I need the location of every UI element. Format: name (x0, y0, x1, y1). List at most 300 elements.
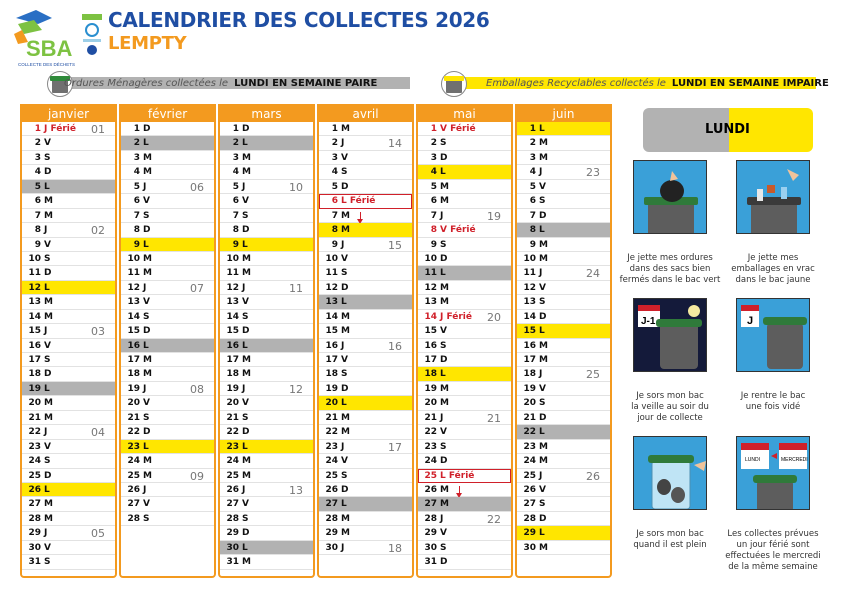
day-number: 18 (28, 369, 41, 380)
day-letter: L (341, 297, 347, 308)
week-number: 14 (388, 137, 402, 151)
day-number: 18 (226, 369, 239, 380)
day-row (121, 469, 214, 483)
day-number: 7 (331, 210, 338, 221)
day-letter: D (242, 225, 250, 236)
day-row (121, 353, 214, 367)
calendar-tag-j-1: J-1 (641, 316, 656, 327)
day-row (319, 209, 412, 223)
day-letter: L (242, 138, 248, 149)
day-number: 16 (127, 340, 140, 351)
day-row (121, 339, 214, 353)
day-letter: M (341, 311, 350, 322)
day-letter: L (242, 542, 248, 553)
day-row (517, 339, 610, 353)
day-letter: M (440, 398, 449, 409)
day-row (319, 295, 412, 309)
day-letter: D (539, 210, 547, 221)
month-février (119, 104, 216, 578)
day-letter: D (341, 282, 349, 293)
day-letter: S (440, 340, 447, 351)
day-letter: M (440, 499, 449, 510)
day-letter: M (341, 513, 350, 524)
day-number: 23 (325, 441, 338, 452)
day-letter: M (341, 412, 350, 423)
day-number: 26 (127, 484, 140, 495)
month-header: avril (319, 106, 412, 122)
svg-text:MERCREDI: MERCREDI (781, 457, 808, 463)
day-letter: J Férié (44, 124, 76, 134)
day-number: 20 (325, 398, 338, 409)
day-row (319, 165, 412, 179)
week-number: 25 (586, 368, 600, 382)
day-letter: J (44, 528, 48, 539)
day-letter: M (44, 499, 53, 510)
day-letter: M (341, 326, 350, 337)
day-row (517, 497, 610, 511)
day-row (517, 454, 610, 468)
day-row (319, 454, 412, 468)
day-row (517, 165, 610, 179)
day-row (418, 295, 511, 309)
day-letter: S (44, 152, 51, 163)
legend-emballages-day: LUNDI EN SEMAINE IMPAIRE (671, 77, 829, 89)
day-letter: J Férié (440, 311, 472, 322)
day-number: 16 (523, 340, 536, 351)
day-number: 13 (325, 297, 338, 308)
day-row (220, 136, 313, 150)
day-row (220, 353, 313, 367)
day-letter: M (539, 138, 548, 149)
day-number: 4 (34, 167, 41, 178)
day-number: 12 (28, 282, 41, 293)
day-letter: M (143, 456, 152, 467)
day-row (418, 411, 511, 425)
day-letter: J (440, 513, 444, 524)
day-row (319, 339, 412, 353)
day-letter: V (539, 282, 546, 293)
day-number: 1 (529, 124, 536, 134)
day-letter: D (242, 528, 250, 539)
day-letter: M (143, 152, 152, 163)
day-number: 5 (331, 181, 338, 192)
day-row (121, 180, 214, 194)
day-number: 11 (28, 268, 41, 279)
day-number: 13 (424, 297, 437, 308)
page-title: CALENDRIER DES COLLECTES 2026 (108, 8, 490, 32)
day-row (319, 367, 412, 381)
day-number: 22 (424, 427, 437, 438)
day-row (22, 122, 115, 136)
day-number: 4 (331, 167, 338, 178)
day-row (319, 122, 412, 136)
day-letter: V (539, 484, 546, 495)
day-letter: V (440, 528, 447, 539)
day-number: 2 (529, 138, 536, 149)
day-letter: S (44, 355, 51, 365)
day-row (319, 440, 412, 454)
day-row (418, 353, 511, 367)
day-row (418, 310, 511, 324)
day-letter: S (143, 311, 150, 322)
day-number: 25 (325, 470, 338, 481)
day-letter: J (242, 484, 246, 495)
day-row (220, 151, 313, 165)
week-number: 21 (487, 411, 501, 425)
day-number: 8 (331, 225, 338, 236)
day-number: 15 (325, 326, 338, 337)
day-number: 16 (226, 340, 239, 351)
day-row (319, 136, 412, 150)
day-letter: J (440, 412, 444, 423)
day-number: 7 (529, 210, 536, 221)
day-letter: M (440, 484, 449, 495)
day-number: 23 (127, 441, 140, 452)
day-letter: S (341, 167, 348, 178)
day-number: 27 (226, 499, 239, 510)
day-row (220, 194, 313, 208)
day-letter: M (143, 369, 152, 380)
day-number: 31 (28, 557, 41, 568)
day-row (121, 382, 214, 396)
week-number: 16 (388, 339, 402, 353)
day-letter: L (440, 167, 446, 178)
day-row (22, 165, 115, 179)
day-letter: J (539, 470, 543, 481)
day-number: 31 (424, 557, 437, 568)
day-row (418, 281, 511, 295)
day-letter: M (143, 253, 152, 264)
day-row (220, 266, 313, 280)
day-number: 28 (226, 513, 239, 524)
day-number: 8 (529, 225, 536, 236)
day-row (517, 324, 610, 338)
day-number: 18 (424, 369, 437, 380)
week-number: 05 (91, 527, 105, 541)
day-number: 27 (127, 499, 140, 510)
day-letter: J (44, 427, 48, 438)
week-number: 06 (190, 180, 204, 194)
day-row (121, 411, 214, 425)
week-number: 17 (388, 440, 402, 454)
day-number: 17 (226, 355, 239, 365)
day-row (319, 266, 412, 280)
day-row (220, 469, 313, 483)
day-row (319, 483, 412, 497)
day-number: 25 (523, 470, 536, 481)
day-letter: M (539, 340, 548, 351)
day-letter: S (242, 513, 249, 524)
day-letter: M (44, 311, 53, 322)
day-letter: D (341, 383, 349, 394)
day-row (517, 526, 610, 540)
day-row (220, 440, 313, 454)
svg-text:LUNDI: LUNDI (745, 457, 761, 463)
day-row (418, 483, 511, 497)
day-letter: V (440, 427, 447, 438)
day-row (22, 483, 115, 497)
day-letter: V (341, 152, 348, 163)
day-number: 19 (28, 383, 41, 394)
day-letter: L (440, 268, 446, 279)
day-row (418, 151, 511, 165)
day-number: 9 (331, 239, 338, 250)
day-number: 26 (523, 484, 536, 495)
day-number: 23 (523, 441, 536, 452)
day-letter: D (143, 326, 151, 337)
month-mars (218, 104, 315, 578)
day-number: 3 (529, 152, 536, 163)
day-number: 1 (232, 124, 239, 134)
day-letter: J (539, 369, 543, 380)
day-row (319, 396, 412, 410)
day-letter: S (539, 297, 546, 308)
day-number: 10 (424, 253, 437, 264)
day-number: 17 (523, 355, 536, 365)
week-number: 24 (586, 267, 600, 281)
day-row (319, 238, 412, 252)
day-row (220, 209, 313, 223)
day-row (22, 541, 115, 555)
day-letter: J (341, 441, 345, 452)
day-row (220, 252, 313, 266)
day-letter: D (242, 427, 250, 438)
sba-logo (12, 8, 76, 68)
day-row (220, 483, 313, 497)
day-number: 2 (133, 138, 140, 149)
day-number: 9 (430, 239, 437, 250)
week-number: 01 (91, 123, 105, 136)
day-row (517, 295, 610, 309)
day-number: 11 (424, 268, 437, 279)
day-row (319, 469, 412, 483)
week-number: 04 (91, 426, 105, 440)
day-number: 12 (127, 282, 140, 293)
day-number: 15 (226, 326, 239, 337)
day-letter: V Férié (440, 225, 476, 236)
day-row (22, 411, 115, 425)
day-row (220, 526, 313, 540)
day-row (418, 165, 511, 179)
day-row (418, 454, 511, 468)
day-number: 9 (34, 239, 41, 250)
partner-logos (80, 12, 104, 58)
day-number: 8 (133, 225, 140, 236)
day-number: 8 (430, 225, 437, 236)
day-row (418, 396, 511, 410)
month-header: mars (220, 106, 313, 122)
day-number: 29 (28, 528, 41, 539)
month-juin (515, 104, 612, 578)
day-letter: D (44, 167, 52, 178)
day-row (121, 396, 214, 410)
day-row (22, 136, 115, 150)
day-letter: S (242, 412, 249, 423)
day-number: 16 (28, 340, 41, 351)
day-row (517, 151, 610, 165)
month-header: février (121, 106, 214, 122)
day-row (418, 223, 511, 237)
day-letter: V (341, 355, 348, 365)
week-number: 19 (487, 209, 501, 223)
day-letter: J (242, 282, 246, 293)
day-letter: D (539, 513, 547, 524)
day-number: 14 (28, 311, 41, 322)
day-letter: M (242, 152, 251, 163)
panel-4-caption: Je rentre le bac une fois vidé (740, 391, 806, 412)
day-row (517, 396, 610, 410)
day-row (517, 281, 610, 295)
day-letter: L (143, 340, 149, 351)
day-letter: J (242, 383, 246, 394)
day-letter: M (242, 470, 251, 481)
day-number: 15 (424, 326, 437, 337)
day-letter: M (242, 456, 251, 467)
day-letter: L (143, 138, 149, 149)
day-letter: M (539, 355, 548, 365)
month-header: janvier (22, 106, 115, 122)
day-row (22, 367, 115, 381)
day-row (121, 425, 214, 439)
day-number: 20 (226, 398, 239, 409)
day-row (22, 310, 115, 324)
day-letter: S (341, 470, 348, 481)
week-number: 13 (289, 483, 303, 497)
day-row (220, 180, 313, 194)
day-number: 3 (133, 152, 140, 163)
week-number: 08 (190, 382, 204, 396)
day-number: 21 (28, 412, 41, 423)
day-row (319, 310, 412, 324)
day-letter: S (539, 499, 546, 510)
day-row (517, 310, 610, 324)
day-number: 11 (127, 268, 140, 279)
day-row (220, 382, 313, 396)
day-row (121, 310, 214, 324)
day-letter: L (341, 398, 347, 409)
day-number: 28 (424, 513, 437, 524)
day-number: 15 (28, 326, 41, 337)
day-number: 10 (28, 253, 41, 264)
day-row (418, 324, 511, 338)
day-row (22, 440, 115, 454)
day-letter: D (341, 181, 349, 192)
day-row (121, 194, 214, 208)
day-letter: D (242, 124, 250, 134)
day-number: 14 (127, 311, 140, 322)
day-letter: D (143, 225, 151, 236)
day-letter: M (143, 470, 152, 481)
day-letter: J (143, 484, 147, 495)
day-number: 30 (523, 542, 536, 553)
day-letter: V (242, 297, 249, 308)
day-row (319, 281, 412, 295)
day-row (517, 353, 610, 367)
day-row (220, 367, 313, 381)
day-number: 29 (325, 528, 338, 539)
day-row (220, 425, 313, 439)
day-number: 31 (226, 557, 239, 568)
day-letter: S (44, 557, 51, 568)
day-number: 25 (28, 470, 41, 481)
panel-3-caption: Je sors mon bac la veille au soir du jour de collecte (631, 391, 709, 423)
day-number: 23 (424, 441, 437, 452)
day-number: 5 (529, 181, 536, 192)
day-row (220, 339, 313, 353)
day-row (517, 209, 610, 223)
day-letter: M (242, 253, 251, 264)
day-row (319, 541, 412, 555)
day-letter: V (44, 239, 51, 250)
day-letter: S (539, 398, 546, 409)
day-number: 21 (424, 412, 437, 423)
day-letter: V (539, 181, 546, 192)
day-letter: M (143, 268, 152, 279)
day-letter: V (242, 499, 249, 510)
day-number: 12 (325, 282, 338, 293)
day-row (319, 411, 412, 425)
day-letter: D (143, 427, 151, 438)
day-letter: V (143, 398, 150, 409)
week-number: 20 (487, 310, 501, 324)
day-letter: J (341, 542, 345, 553)
day-number: 4 (232, 167, 239, 178)
week-number: 11 (289, 281, 303, 295)
day-letter: J (44, 225, 48, 236)
day-row (319, 353, 412, 367)
day-row (319, 425, 412, 439)
day-row (220, 411, 313, 425)
day-number: 18 (325, 369, 338, 380)
day-row (22, 382, 115, 396)
day-letter: M (242, 557, 251, 568)
legend-emballages-text: Emballages Recyclables collectés le (486, 77, 666, 89)
day-letter: D (242, 326, 250, 337)
day-row (319, 512, 412, 526)
day-number: 7 (34, 210, 41, 221)
day-number: 6 (34, 196, 41, 207)
day-letter: L (143, 239, 149, 250)
day-number: 5 (34, 181, 41, 192)
day-row (121, 252, 214, 266)
day-letter: J (143, 181, 147, 192)
day-number: 6 (529, 196, 536, 207)
month-avril (317, 104, 414, 578)
day-letter: M (440, 282, 449, 293)
day-number: 11 (226, 268, 239, 279)
day-number: 13 (226, 297, 239, 308)
day-number: 11 (523, 268, 536, 279)
day-letter: M (440, 383, 449, 394)
month-janvier (20, 104, 117, 578)
day-row (418, 367, 511, 381)
day-row (22, 180, 115, 194)
day-letter: S (440, 441, 447, 452)
day-row (22, 324, 115, 338)
day-number: 9 (232, 239, 239, 250)
day-number: 9 (133, 239, 140, 250)
day-row (418, 209, 511, 223)
day-row (220, 454, 313, 468)
day-number: 20 (28, 398, 41, 409)
day-number: 27 (424, 499, 437, 510)
day-number: 24 (325, 456, 338, 467)
day-number: 13 (523, 297, 536, 308)
day-row (121, 209, 214, 223)
day-number: 21 (523, 412, 536, 423)
day-number: 21 (127, 412, 140, 423)
panel-take-out-eve (633, 298, 707, 372)
